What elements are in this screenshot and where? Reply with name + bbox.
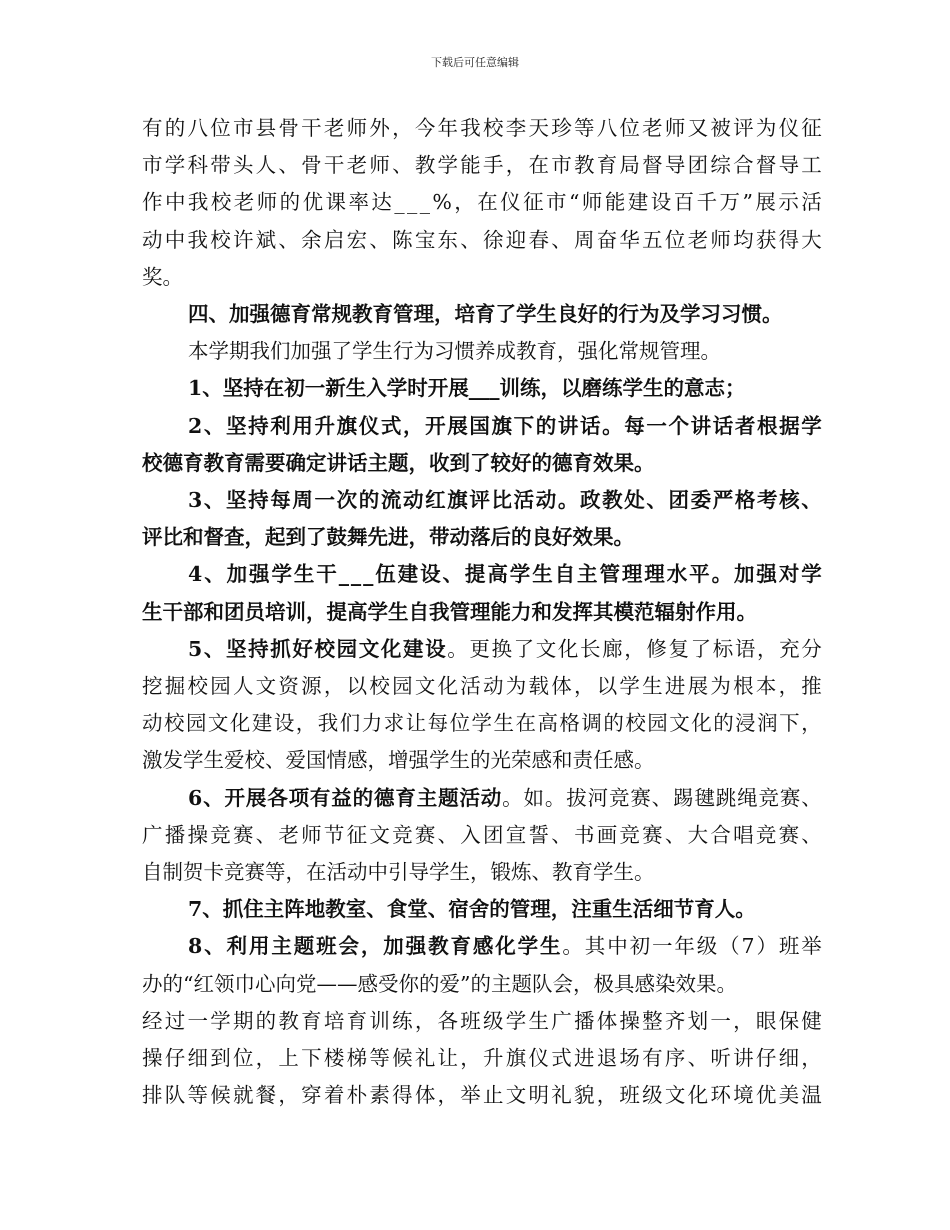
- text-line: 经 过 一 学 期 的 教 育 培 育 训 练 ， 各 班 级 学 生 广 播 体 操 整 齐 划 一 ， 眼 保 健: [142, 1008, 822, 1033]
- text-line: 8 、 利 用 主 题 班 会 ， 加 强 教 育 感 化 学 生 。 其 中 初 一 年 级 （ 7 ） 班 举: [188, 934, 822, 959]
- text-line: 动 中 我 校 许 斌 、 余 启 宏 、 陈 宝 东 、 徐 迎 春 、 周 奋 华 五 位 老 师 均 获 得 大: [142, 227, 822, 252]
- text-line: 本学期我们加强了学生行为习惯养成教育，强化常规管理。: [188, 339, 721, 364]
- text-line: 1、坚持在初一新生入学时开展___训练，以磨练学生的意志；: [188, 376, 746, 401]
- text-line: 自制贺卡竞赛等，在活动中引导学生，锻炼、教育学生。: [142, 860, 655, 884]
- text-line: 3 、 坚 持 每 周 一 次 的 流 动 红 旗 评 比 活 动 。 政 教 处 、 团 委 严 格 考 核 、: [188, 488, 822, 512]
- text-line: 生干部和团员培训，提高学生自我管理能力和发挥其模范辐射作用。: [142, 599, 757, 624]
- text-line: 奖。: [142, 264, 183, 289]
- text-line: 5 、 坚 持 抓 好 校 园 文 化 建 设 。 更 换 了 文 化 长 廊 ， 修 复 了 标 语 ， 充 分: [188, 636, 822, 661]
- text-line: 市 学 科 带 头 人 、 骨 干 老 师 、 教 学 能 手 ， 在 市 教 育 局 督 导 团 综 合 督 导 工: [142, 153, 822, 178]
- text-line: 挖 掘 校 园 人 文 资 源 ， 以 校 园 文 化 活 动 为 载 体 ， 以 学 生 进 展 为 根 本 ， 推: [142, 674, 822, 698]
- text-line: 评比和督查，起到了鼓舞先进，带动落后的良好效果。: [142, 525, 634, 550]
- text-line: 校德育教育需要确定讲话主题，收到了较好的德育效果。: [142, 450, 655, 475]
- text-line: 6 、 开 展 各 项 有 益 的 德 育 主 题 活 动 。 如 。 拔 河 竞 赛 、 踢 毽 跳 绳 竞 赛 、: [188, 785, 822, 810]
- text-line: 动 校 园 文 化 建 设 ， 我 们 力 求 让 每 位 学 生 在 高 格 调 的 校 园 文 化 的 浸 润 下 ，: [142, 711, 822, 736]
- text-line: 2 、 坚 持 利 用 升 旗 仪 式 ， 开 展 国 旗 下 的 讲 话 。 每 一 个 讲 话 者 根 据 学: [188, 413, 822, 438]
- text-line: 广 播 操 竞 赛 、 老 师 节 征 文 竞 赛 、 入 团 宣 誓 、 书 画 竞 赛 、 大 合 唱 竞 赛 、: [142, 822, 822, 847]
- text-line: 有 的 八 位 市 县 骨 干 老 师 外 ， 今 年 我 校 李 天 珍 等 八 位 老 师 又 被 评 为 仪 征: [142, 116, 822, 140]
- text-line: 作 中 我 校 老 师 的 优 课 率 达 _ _ _ % ， 在 仪 征 市 “ 师 能 建 设 百 千 万 ” 展 示 活: [142, 190, 822, 215]
- text-line: 办的“红领巾心向党——感受你的爱”的主题队会，极具感染效果。: [142, 971, 737, 996]
- page-header: 下载后可任意编辑: [431, 56, 519, 69]
- text-line: 四、加强德育常规教育管理，培育了学生良好的行为及学习习惯。: [188, 302, 783, 326]
- text-line: 操 仔 细 到 位 ， 上 下 楼 梯 等 候 礼 让 ， 升 旗 仪 式 进 退 场 有 序 、 听 讲 仔 细 ，: [142, 1046, 822, 1070]
- text-line: 排 队 等 候 就 餐 ， 穿 着 朴 素 得 体 ， 举 止 文 明 礼 貌 ， 班 级 文 化 环 境 优 美 温: [142, 1083, 822, 1108]
- text-line: 激发学生爱校、爱国情感，增强学生的光荣感和责任感。: [142, 748, 655, 773]
- text-line: 4 、 加 强 学 生 干 _ _ _ 伍 建 设 、 提 高 学 生 自 主 管 理 理 水 平 。 加 强 对 学: [188, 562, 822, 587]
- text-line: 7、抓住主阵地教室、食堂、宿舍的管理，注重生活细节育人。: [188, 897, 756, 922]
